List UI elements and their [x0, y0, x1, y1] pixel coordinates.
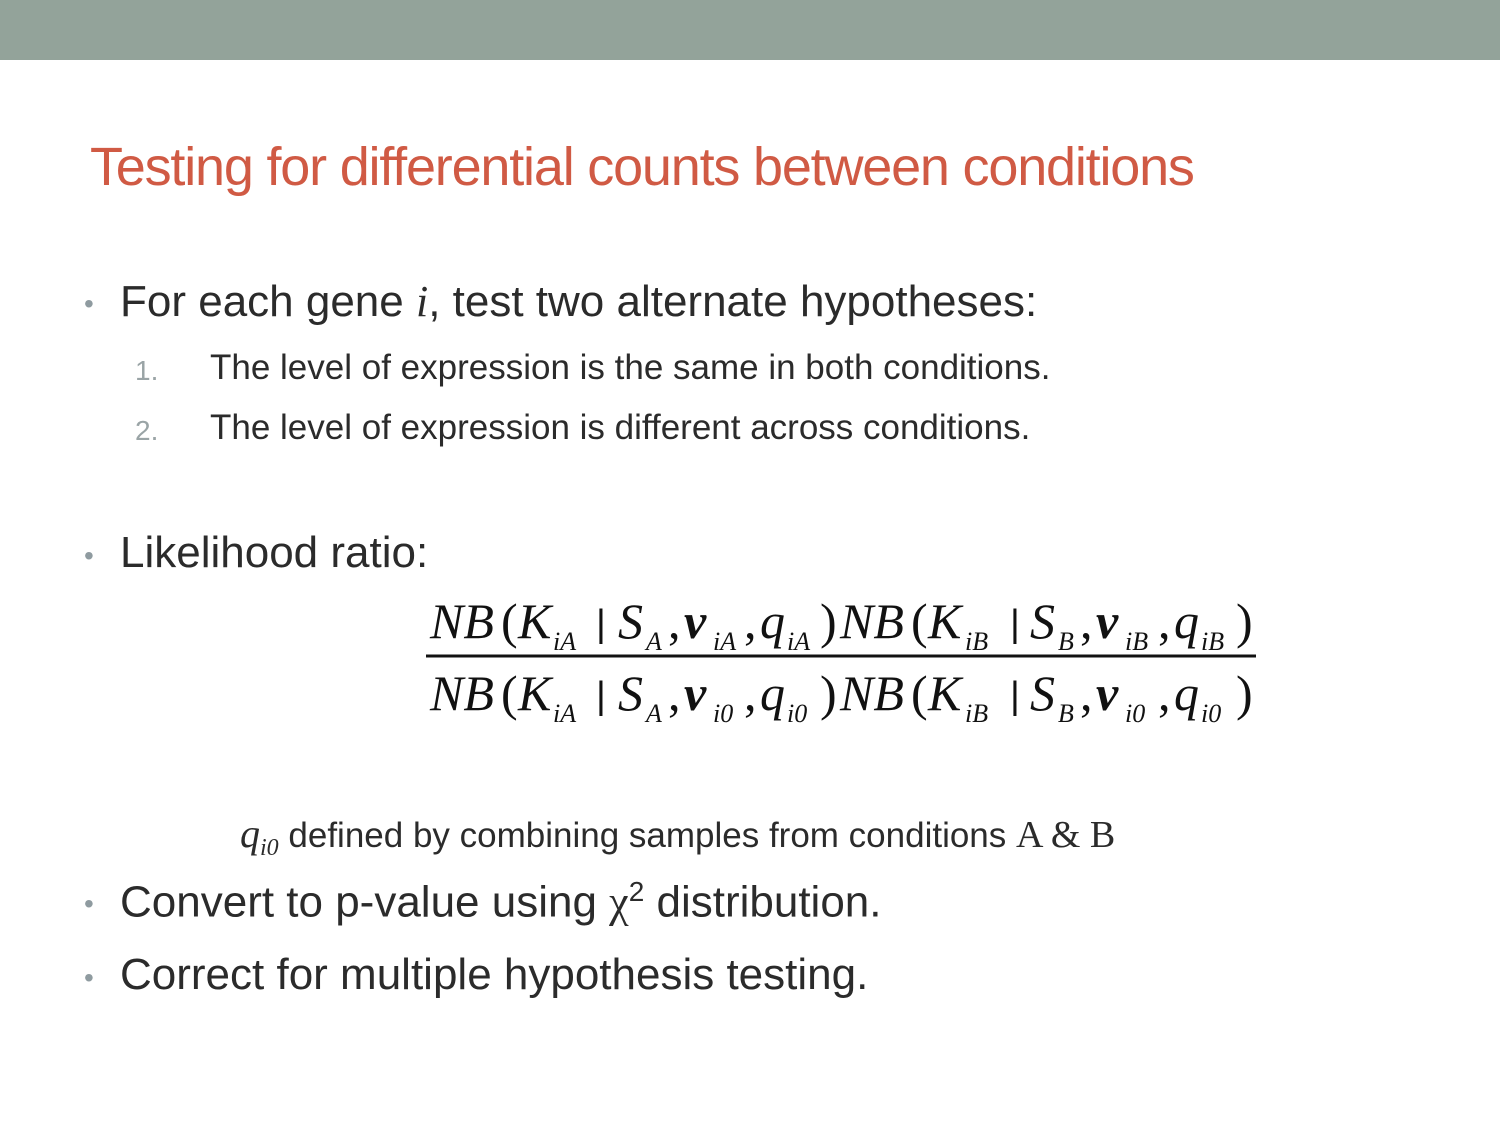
- svg-text:q: q: [1174, 665, 1199, 721]
- formula-numerator: [429, 593, 1253, 656]
- svg-text:): ): [1236, 593, 1253, 649]
- svg-text:S: S: [618, 593, 643, 649]
- svg-text:,: ,: [744, 665, 757, 721]
- formula-denominator: [429, 665, 1253, 728]
- bullet-dot: •: [84, 288, 94, 319]
- svg-text:|: |: [596, 675, 606, 717]
- svg-text:A: A: [646, 627, 662, 656]
- svg-text:|: |: [596, 603, 606, 645]
- svg-text:ν: ν: [684, 593, 707, 649]
- slide-title: Testing for differential counts between conditions: [90, 137, 1194, 197]
- svg-text:i0: i0: [1201, 699, 1222, 728]
- svg-text:,: ,: [1158, 593, 1171, 649]
- hypothesis-2: The level of expression is different across conditions.: [210, 408, 1031, 447]
- svg-text:|: |: [1010, 603, 1020, 645]
- svg-text:): ): [1236, 665, 1253, 721]
- svg-text:iA: iA: [713, 627, 737, 656]
- svg-text:q: q: [760, 593, 785, 649]
- chi-symbol: χ: [609, 877, 629, 927]
- svg-text:K: K: [928, 665, 962, 721]
- svg-text:S: S: [1030, 665, 1055, 721]
- bullet-multiple-testing-text: Correct for multiple hypothesis testing.: [120, 950, 869, 999]
- svg-text:B: B: [1058, 627, 1074, 656]
- svg-text:A: A: [646, 699, 662, 728]
- svg-text:NB: NB: [430, 593, 494, 649]
- svg-text:iB: iB: [1201, 627, 1225, 656]
- svg-text:,: ,: [668, 593, 681, 649]
- bullet-hypotheses-text: For each gene i, test two alternate hypotheses:: [120, 277, 1038, 326]
- svg-text:,: ,: [1080, 593, 1093, 649]
- svg-text:ν: ν: [1096, 665, 1119, 721]
- svg-text:iA: iA: [553, 699, 577, 728]
- bullet-likelihood-text: Likelihood ratio:: [120, 528, 429, 577]
- svg-text:q: q: [1174, 593, 1199, 649]
- bullet-dot: •: [84, 888, 94, 919]
- bullet-dot: •: [84, 540, 94, 571]
- bullet-pvalue-text: Convert to p-value using $\chi^2$ distribution.: [120, 876, 882, 927]
- hypothesis-1: The level of expression is the same in both conditions.: [210, 348, 1051, 387]
- svg-text:K: K: [518, 593, 552, 649]
- hypothesis-number-2: 2.: [135, 415, 159, 446]
- gene-variable: i: [415, 277, 429, 326]
- likelihood-ratio-formula: [400, 580, 1280, 730]
- svg-text:i0: i0: [1125, 699, 1146, 728]
- svg-text:,: ,: [1158, 665, 1171, 721]
- svg-text:K: K: [518, 665, 552, 721]
- svg-text:i0: i0: [787, 699, 808, 728]
- svg-text:i0: i0: [713, 699, 734, 728]
- svg-text:iA: iA: [787, 627, 811, 656]
- svg-text:,: ,: [744, 593, 757, 649]
- svg-text:,: ,: [1080, 665, 1093, 721]
- svg-text:NB: NB: [840, 593, 904, 649]
- svg-text:iB: iB: [965, 699, 989, 728]
- svg-text:(: (: [501, 665, 518, 721]
- svg-text:(: (: [911, 665, 928, 721]
- svg-text:): ): [820, 665, 837, 721]
- svg-text:K: K: [928, 593, 962, 649]
- svg-text:NB: NB: [840, 665, 904, 721]
- svg-text:NB: NB: [430, 665, 494, 721]
- top-banner: [0, 0, 1500, 60]
- svg-text:(: (: [501, 593, 518, 649]
- svg-text:ν: ν: [1096, 593, 1119, 649]
- svg-text:B: B: [1058, 699, 1074, 728]
- svg-text:S: S: [1030, 593, 1055, 649]
- svg-text:ν: ν: [684, 665, 707, 721]
- bullet-dot: •: [84, 962, 94, 993]
- q-definition-note: $q_{i0}$ defined by combining samples from conditions A & B: [240, 811, 1116, 861]
- svg-text:|: |: [1010, 675, 1020, 717]
- svg-text:iB: iB: [965, 627, 989, 656]
- svg-text:): ): [820, 593, 837, 649]
- hypothesis-number-1: 1.: [135, 355, 159, 386]
- svg-text:q: q: [760, 665, 785, 721]
- svg-text:iA: iA: [553, 627, 577, 656]
- conditions-label: A & B: [1016, 814, 1116, 856]
- svg-text:(: (: [911, 593, 928, 649]
- svg-text:iB: iB: [1125, 627, 1149, 656]
- svg-text:,: ,: [668, 665, 681, 721]
- svg-text:S: S: [618, 665, 643, 721]
